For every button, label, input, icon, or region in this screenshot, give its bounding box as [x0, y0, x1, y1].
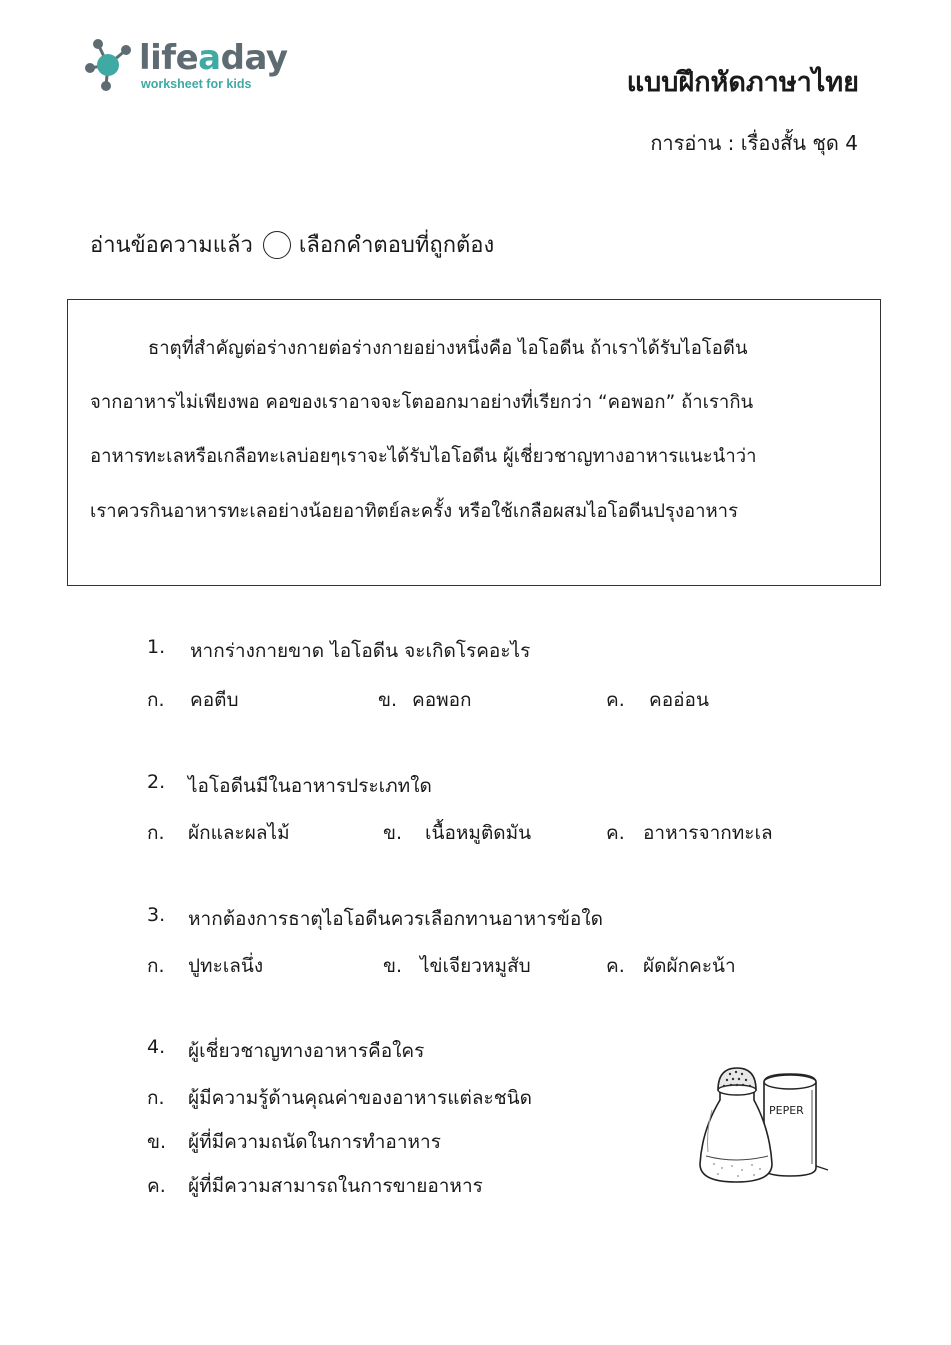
logo-tagline: worksheet for kids — [141, 77, 252, 91]
choice-text: ผัดผักคะน้า — [643, 955, 736, 977]
question-text: ผู้เชี่ยวชาญทางอาหารคือใคร — [188, 1040, 425, 1062]
page-title: แบบฝึกหัดภาษาไทย — [626, 67, 859, 98]
instruction-text-before: อ่านข้อความแล้ว — [90, 233, 253, 258]
choice-letter: ค. — [606, 822, 625, 844]
lifeaday-logo — [84, 36, 288, 96]
passage-line: ธาตุที่สำคัญต่อร่างกายต่อร่างกายอย่างหนึ่งคือ ไอโอดีน ถ้าเราได้รับไอโอดีน — [148, 338, 748, 359]
choice-text: ผู้มีความรู้ด้านคุณค่าของอาหารแต่ละชนิด — [188, 1087, 532, 1109]
choice-text: อาหารจากทะเล — [643, 822, 773, 844]
question-number: 4. — [147, 1036, 166, 1058]
choice-text: คอตีบ — [190, 689, 239, 711]
choice-text: เนื้อหมูติดมัน — [425, 822, 532, 844]
choice-text: ปูทะเลนึ่ง — [188, 955, 264, 977]
logo-molecule-icon — [84, 36, 140, 94]
choice-letter: ค. — [606, 955, 625, 977]
question-text: หากต้องการธาตุไอโอดีนควรเลือกทานอาหารข้อใด — [188, 908, 603, 930]
choice-text: ไข่เจียวหมูสับ — [420, 955, 531, 977]
choice-text: ผู้ที่มีความถนัดในการทำอาหาร — [188, 1131, 441, 1153]
circle-icon — [263, 231, 291, 259]
choice-letter: ก. — [147, 822, 165, 844]
logo-wordmark: lifeaday — [139, 38, 288, 78]
instruction — [90, 227, 494, 262]
choice-letter: ก. — [147, 955, 165, 977]
passage-line: เราควรกินอาหารทะเลอย่างน้อยอาทิตย์ละครั้ง หรือใช้เกลือผสมไอโอดีนปรุงอาหาร — [90, 501, 739, 522]
choice-letter: ก. — [147, 1087, 165, 1109]
choice-text: ผู้ที่มีความสามารถในการขายอาหาร — [188, 1175, 483, 1197]
salt-pepper-shakers-icon — [692, 1060, 832, 1186]
shaker-label: PEPER — [769, 1104, 804, 1117]
choice-letter: ก. — [147, 689, 165, 711]
question-text: ไอโอดีนมีในอาหารประเภทใด — [188, 775, 432, 797]
choice-text: ผักและผลไม้ — [188, 822, 290, 844]
instruction-text-after: เลือกคำตอบที่ถูกต้อง — [298, 233, 495, 258]
choice-letter: ข. — [378, 689, 398, 711]
choice-letter: ค. — [147, 1175, 166, 1197]
choice-letter: ค. — [606, 689, 625, 711]
question-number: 3. — [147, 904, 166, 926]
choice-letter: ข. — [383, 822, 403, 844]
choice-letter: ข. — [147, 1131, 167, 1153]
question-text: หากร่างกายขาด ไอโอดีน จะเกิดโรคอะไร — [190, 640, 531, 662]
choice-text: คออ่อน — [649, 689, 709, 711]
choice-letter: ข. — [383, 955, 403, 977]
page-subtitle: การอ่าน : เรื่องสั้น ชุด 4 — [650, 131, 858, 155]
passage-line: อาหารทะเลหรือเกลือทะเลบ่อยๆเราจะได้รับไอโอดีน ผู้เชี่ยวชาญทางอาหารแนะนำว่า — [90, 446, 757, 467]
question-number: 2. — [147, 771, 166, 793]
passage-box — [67, 299, 881, 586]
question-number: 1. — [147, 636, 166, 658]
choice-text: คอพอก — [412, 689, 472, 711]
passage-line: จากอาหารไม่เพียงพอ คอของเราอาจจะโตออกมาอย่างที่เรียกว่า “คอพอก” ถ้าเรากิน — [90, 392, 754, 413]
